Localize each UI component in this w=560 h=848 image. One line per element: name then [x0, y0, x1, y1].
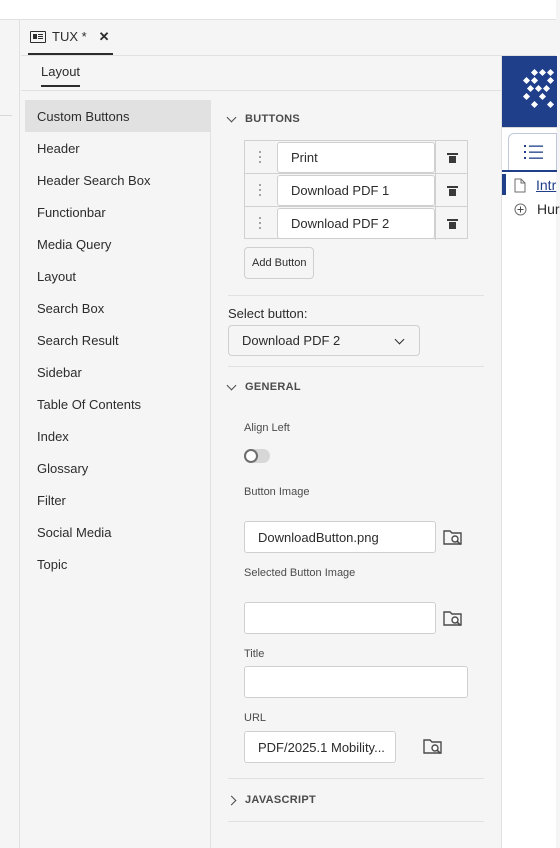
tab-layout[interactable]: Layout: [41, 64, 80, 87]
nav-item-glossary[interactable]: Glossary: [37, 460, 89, 476]
chevron-down-icon: [395, 335, 405, 345]
nav-item-header[interactable]: Header: [37, 140, 80, 156]
url-input[interactable]: PDF/2025.1 Mobility...: [244, 731, 396, 763]
list-icon: [524, 145, 544, 159]
trash-icon: [448, 153, 457, 163]
nav-item-index[interactable]: Index: [37, 428, 69, 444]
selected-button-image-input[interactable]: [244, 602, 436, 634]
button-image-label: Button Image: [244, 486, 310, 498]
page-icon: [514, 178, 526, 193]
divider: [228, 295, 484, 296]
editor-panel: [21, 56, 501, 848]
nav-item-search-box[interactable]: Search Box: [37, 300, 105, 316]
delete-button[interactable]: [435, 207, 469, 240]
brand-logo-icon: [502, 56, 557, 127]
layout-document-icon: [30, 31, 46, 43]
divider: [228, 821, 484, 822]
document-tab-tux[interactable]: [28, 20, 113, 55]
button-row: [245, 141, 467, 174]
buttons-table: [244, 140, 468, 239]
expand-plus-icon[interactable]: [514, 203, 527, 216]
preview-pane: [501, 56, 560, 848]
select-button-value: Download PDF 2: [242, 333, 341, 348]
delete-button[interactable]: [435, 174, 469, 207]
drag-handle-icon[interactable]: [259, 217, 263, 229]
align-left-toggle[interactable]: [244, 449, 270, 463]
browse-folder-icon[interactable]: [443, 609, 463, 627]
preview-tab-divider: [502, 127, 557, 128]
left-gutter: [0, 20, 20, 848]
nav-divider: [210, 100, 211, 848]
selected-button-image-label: Selected Button Image: [244, 567, 356, 579]
select-button-dropdown[interactable]: [228, 325, 420, 356]
buttons-section-title: BUTTONS: [245, 113, 301, 125]
drag-handle-icon[interactable]: [259, 184, 263, 196]
divider: [228, 778, 484, 779]
nav-item-layout[interactable]: Layout: [37, 268, 77, 284]
nav-item-social-media[interactable]: Social Media: [37, 524, 112, 540]
general-section-title: GENERAL: [245, 381, 301, 393]
button-name-input[interactable]: Download PDF 1: [277, 175, 435, 206]
toc-item-label[interactable]: Hur: [537, 201, 560, 217]
document-tab-bar: [21, 20, 556, 56]
toc-item-page[interactable]: [514, 177, 556, 193]
gutter-divider: [0, 115, 12, 116]
general-section-header[interactable]: [228, 381, 301, 393]
preview-header-banner: [502, 56, 557, 127]
trash-icon: [448, 186, 457, 196]
nav-item-table-of-contents[interactable]: Table Of Contents: [37, 396, 142, 412]
nav-item-search-result[interactable]: Search Result: [37, 332, 119, 348]
toc-active-marker: [502, 174, 506, 195]
nav-item-filter[interactable]: Filter: [37, 492, 66, 508]
settings-nav-list: [25, 100, 211, 580]
align-left-label: Align Left: [244, 422, 290, 434]
nav-item-header-search-box[interactable]: Header Search Box: [37, 172, 151, 188]
button-name-input[interactable]: Download PDF 2: [277, 208, 435, 239]
button-name-input[interactable]: Print: [277, 142, 435, 173]
nav-item-sidebar[interactable]: Sidebar: [37, 364, 82, 380]
toc-item-expandable[interactable]: [514, 201, 560, 217]
nav-item-custom-buttons[interactable]: Custom Buttons: [25, 100, 211, 132]
buttons-section-header[interactable]: [228, 113, 300, 125]
preview-tab-indicator: [502, 170, 557, 172]
button-image-input[interactable]: DownloadButton.png: [244, 521, 436, 553]
chevron-down-icon: [227, 380, 237, 390]
top-strip: [0, 0, 556, 20]
title-input[interactable]: [244, 666, 468, 698]
add-button-button[interactable]: Add Button: [244, 247, 314, 279]
title-label: Title: [244, 648, 265, 660]
settings-form: [212, 91, 501, 848]
select-button-label: Select button:: [228, 306, 308, 321]
chevron-down-icon: [227, 112, 237, 122]
javascript-section-header[interactable]: [228, 794, 316, 806]
javascript-section-title: JAVASCRIPT: [245, 794, 317, 806]
nav-item-media-query[interactable]: Media Query: [37, 236, 112, 252]
toggle-knob: [244, 449, 258, 463]
divider: [228, 366, 484, 367]
nav-item-topic[interactable]: Topic: [37, 556, 68, 572]
trash-icon: [448, 219, 457, 229]
browse-folder-icon[interactable]: [443, 528, 463, 546]
toc-item-label[interactable]: Intr: [536, 177, 557, 193]
button-row: [245, 207, 467, 240]
close-tab-icon[interactable]: ✕: [98, 28, 110, 44]
button-row: [245, 174, 467, 207]
document-tab-label: TUX *: [52, 29, 87, 44]
chevron-right-icon: [227, 795, 237, 805]
preview-toc-tab[interactable]: [508, 133, 557, 170]
browse-folder-icon[interactable]: [423, 737, 443, 755]
url-label: URL: [244, 712, 267, 724]
delete-button[interactable]: [435, 141, 469, 174]
drag-handle-icon[interactable]: [259, 151, 263, 163]
nav-item-functionbar[interactable]: Functionbar: [37, 204, 106, 220]
